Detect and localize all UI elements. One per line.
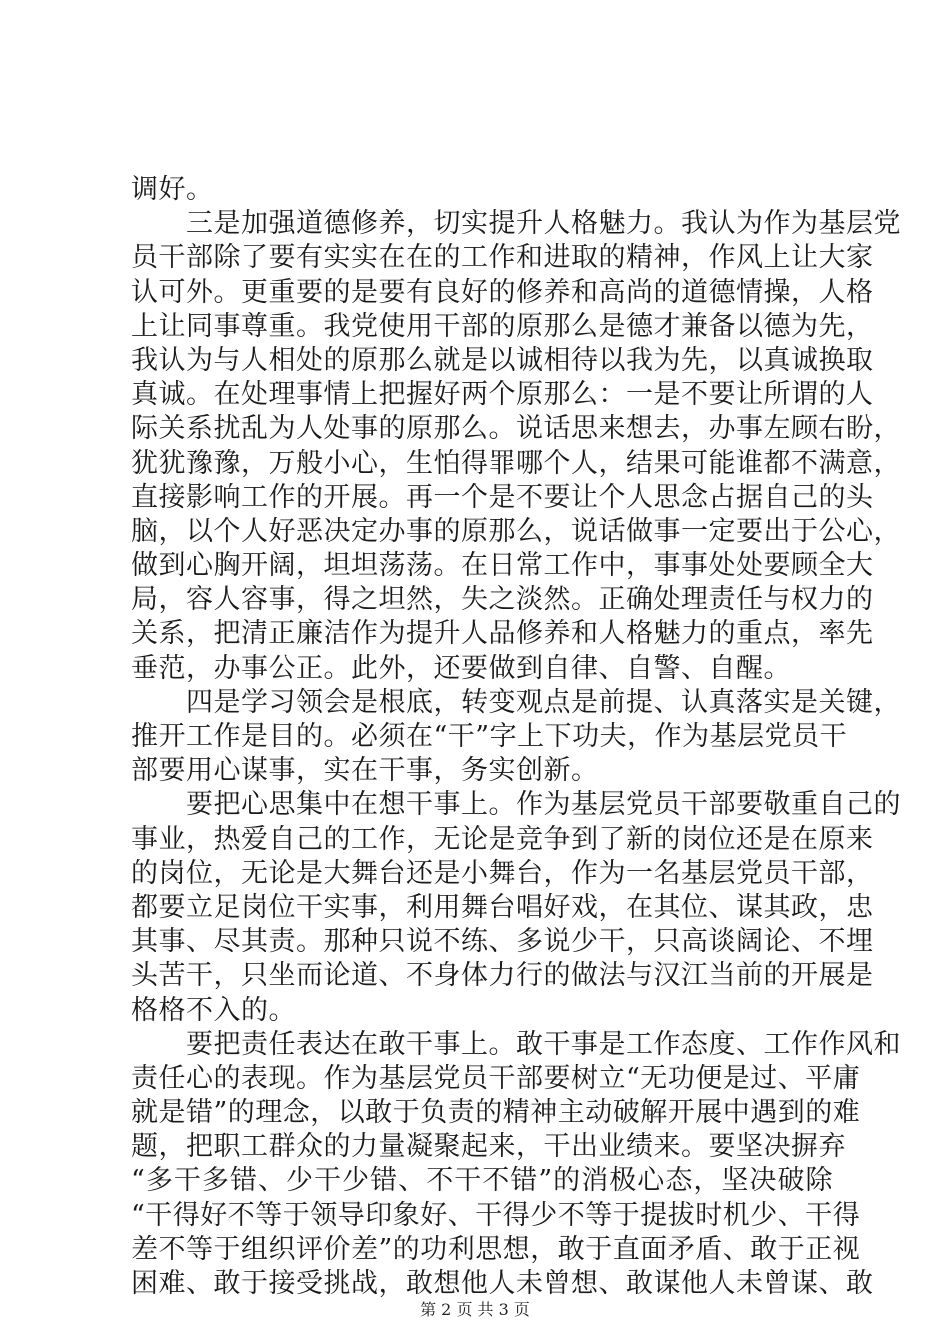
text-line: 上让同事尊重。我党使用干部的原那么是德才兼备以德为先， <box>131 310 874 342</box>
text-line: 事业，热爱自己的工作，无论是竞争到了新的岗位还是在原来 <box>131 823 874 855</box>
text-line: 要把心思集中在想干事上。作为基层党员干部要敬重自己的 <box>131 789 901 821</box>
text-line: “干得好不等于领导印象好、干得少不等于提拔时机少、干得 <box>131 1199 861 1231</box>
text-line: 三是加强道德修养，切实提升人格魅力。我认为作为基层党 <box>131 208 901 240</box>
text-line: 推开工作是目的。必须在“干”字上下功夫，作为基层党员干 <box>131 721 848 752</box>
text-line: 责任心的表现。作为基层党员干部要树立“无功便是过、平庸 <box>131 1062 861 1094</box>
text-line: 犹犹豫豫，万般小心，生怕得罪哪个人，结果可能谁都不满意， <box>131 447 901 479</box>
text-line: 做到心胸开阔，坦坦荡荡。在日常工作中，事事处处要顾全大 <box>131 550 874 582</box>
text-line: 其事、尽其责。那种只说不练、多说少干，只高谈阔论、不埋 <box>131 926 874 958</box>
text-line: 员干部除了要有实实在在的工作和进取的精神，作风上让大家 <box>131 242 874 274</box>
text-line: 都要立足岗位干实事，利用舞台唱好戏，在其位、谋其政，忠 <box>131 891 874 923</box>
text-line: 直接影响工作的开展。再一个是不要让个人思念占据自己的头 <box>131 481 874 513</box>
body-text <box>131 173 901 1301</box>
text-line: 垂范，办事公正。此外，还要做到自律、自警、自醒。 <box>131 652 791 684</box>
page-footer: 第 2 页 共 3 页 <box>420 1300 530 1319</box>
text-line: 部要用心谋事，实在干事，务实创新。 <box>131 755 599 787</box>
text-line: 局，容人容事，得之坦然，失之淡然。正确处理责任与权力的 <box>131 584 874 616</box>
text-line: 的岗位，无论是大舞台还是小舞台，作为一名基层党员干部， <box>131 857 874 889</box>
text-line: 要把责任表达在敢干事上。敢干事是工作态度、工作作风和 <box>131 1028 901 1060</box>
text-line: 题，把职工群众的力量凝聚起来，干出业绩来。要坚决摒弃 <box>131 1131 846 1163</box>
text-line: 认可外。更重要的是要有良好的修养和高尚的道德情操，人格 <box>131 276 874 308</box>
text-line: 关系，把清正廉洁作为提升人品修养和人格魅力的重点，率先 <box>131 618 874 650</box>
text-line: “多干多错、少干少错、不干不错”的消极心态，坚决破除 <box>131 1165 833 1197</box>
text-line: 差不等于组织评价差”的功利思想，敢于直面矛盾、敢于正视 <box>131 1233 861 1265</box>
text-line: 真诚。在处理事情上把握好两个原那么：一是不要让所谓的人 <box>131 379 874 411</box>
text-line: 脑，以个人好恶决定办事的原那么，说话做事一定要出于公心， <box>131 515 901 547</box>
text-line: 头苦干，只坐而论道、不身体力行的做法与汉江当前的开展是 <box>131 960 874 992</box>
text-line: 际关系扰乱为人处事的原那么。说话思来想去，办事左顾右盼， <box>131 413 901 445</box>
text-line: 调好。 <box>131 174 214 205</box>
text-line: 困难、敢于接受挑战，敢想他人未曾想、敢谋他人未曾谋、敢 <box>131 1268 874 1299</box>
text-line: 格格不入的。 <box>131 994 296 1026</box>
text-line: 就是错”的理念，以敢于负责的精神主动破解开展中遇到的难 <box>131 1097 861 1129</box>
text-line: 我认为与人相处的原那么就是以诚相待以我为先，以真诚换取 <box>131 344 874 376</box>
text-line: 四是学习领会是根底，转变观点是前提、认真落实是关键， <box>131 686 901 718</box>
